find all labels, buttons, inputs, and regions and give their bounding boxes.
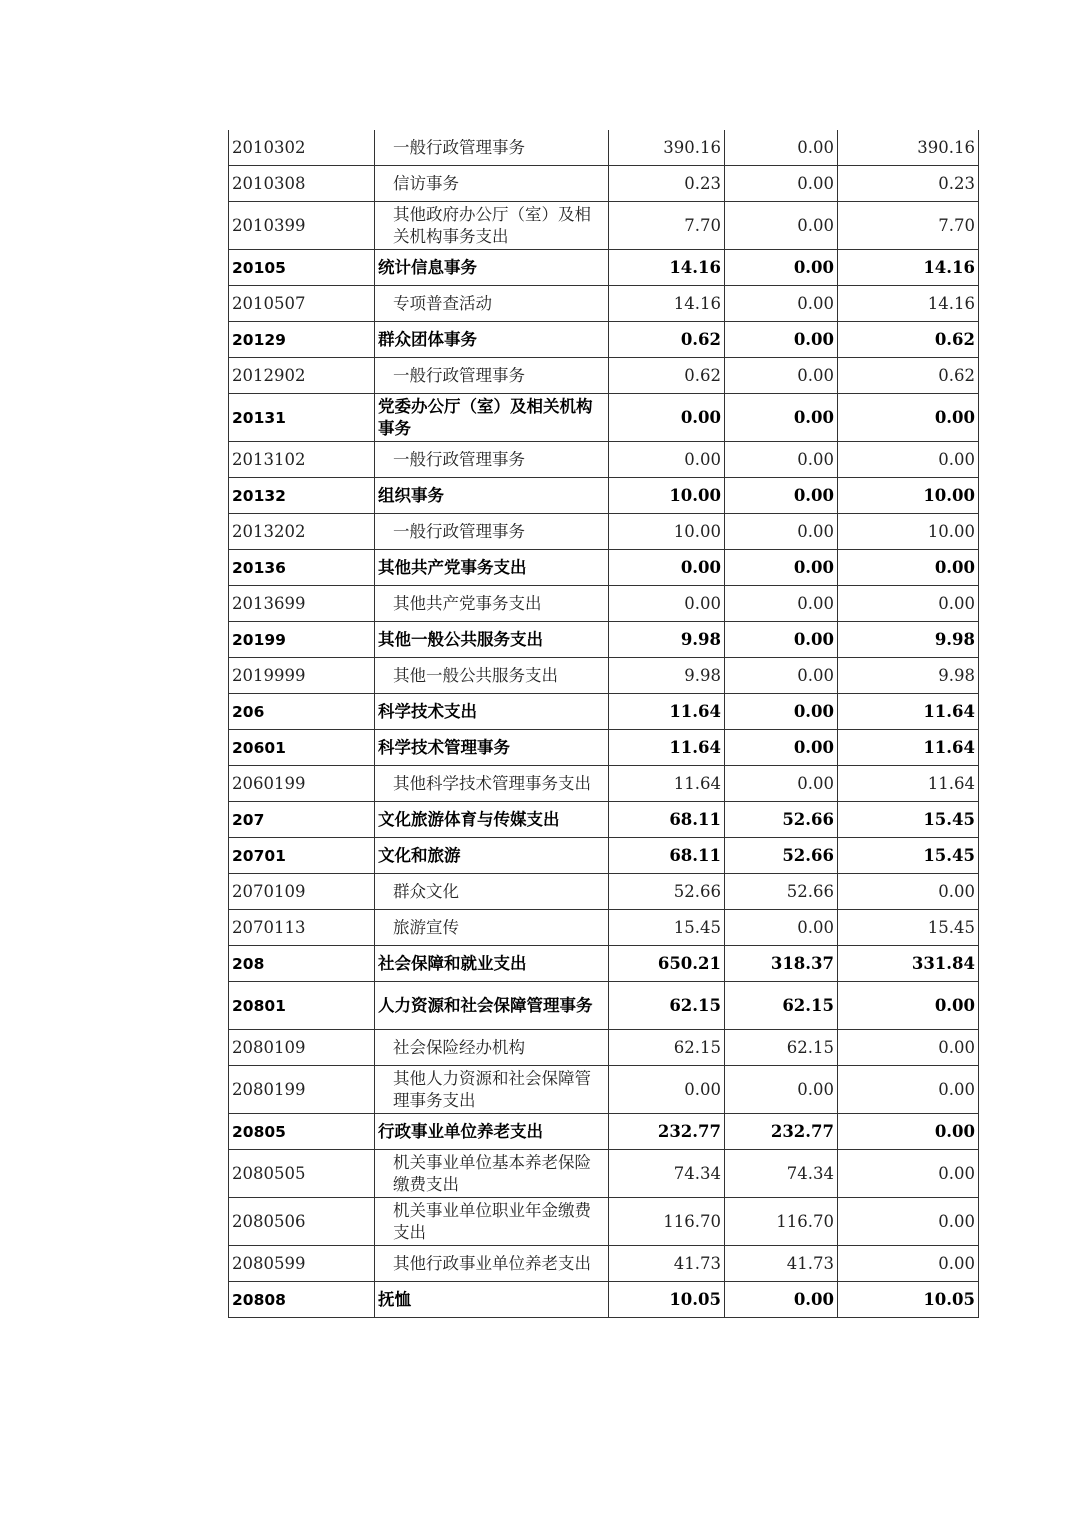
subject-name-cell: 统计信息事务 (375, 250, 609, 286)
project-expenditure-cell: 10.00 (838, 514, 979, 550)
table-row (229, 1246, 979, 1282)
table-row (229, 622, 979, 658)
subject-code-cell: 2010302 (229, 130, 375, 166)
basic-expenditure-cell: 0.00 (725, 442, 838, 478)
table-row (229, 910, 979, 946)
total-amount-cell: 41.73 (609, 1246, 725, 1282)
project-expenditure-cell: 11.64 (838, 730, 979, 766)
total-amount-cell: 15.45 (609, 910, 725, 946)
project-expenditure-cell: 15.45 (838, 802, 979, 838)
subject-code-cell: 2070109 (229, 874, 375, 910)
total-amount-cell: 0.00 (609, 586, 725, 622)
table-row (229, 1066, 979, 1114)
table-body (229, 130, 979, 1318)
subject-code-cell: 20805 (229, 1114, 375, 1150)
total-amount-cell: 0.00 (609, 442, 725, 478)
table-row (229, 1198, 979, 1246)
table-row (229, 250, 979, 286)
subject-code-cell: 20105 (229, 250, 375, 286)
basic-expenditure-cell: 0.00 (725, 514, 838, 550)
total-amount-cell: 10.00 (609, 478, 725, 514)
basic-expenditure-cell: 0.00 (725, 1282, 838, 1318)
project-expenditure-cell: 0.00 (838, 1030, 979, 1066)
table-row (229, 838, 979, 874)
project-expenditure-cell: 0.00 (838, 1246, 979, 1282)
subject-name-cell: 党委办公厅（室）及相关机构事务 (375, 394, 609, 442)
total-amount-cell: 116.70 (609, 1198, 725, 1246)
basic-expenditure-cell: 0.00 (725, 586, 838, 622)
project-expenditure-cell: 9.98 (838, 658, 979, 694)
table-row (229, 442, 979, 478)
basic-expenditure-cell: 0.00 (725, 766, 838, 802)
subject-name-cell: 抚恤 (375, 1282, 609, 1318)
basic-expenditure-cell: 0.00 (725, 394, 838, 442)
table-row (229, 730, 979, 766)
basic-expenditure-cell: 0.00 (725, 286, 838, 322)
subject-code-cell: 2013699 (229, 586, 375, 622)
subject-name-cell: 社会保障和就业支出 (375, 946, 609, 982)
subject-name-cell: 专项普查活动 (375, 286, 609, 322)
project-expenditure-cell: 7.70 (838, 202, 979, 250)
total-amount-cell: 9.98 (609, 622, 725, 658)
subject-code-cell: 2080506 (229, 1198, 375, 1246)
subject-code-cell: 2080109 (229, 1030, 375, 1066)
basic-expenditure-cell: 0.00 (725, 550, 838, 586)
subject-name-cell: 一般行政管理事务 (375, 442, 609, 478)
table-row (229, 1282, 979, 1318)
subject-name-cell: 行政事业单位养老支出 (375, 1114, 609, 1150)
total-amount-cell: 0.00 (609, 394, 725, 442)
subject-code-cell: 20808 (229, 1282, 375, 1318)
table-row (229, 802, 979, 838)
table-row (229, 202, 979, 250)
subject-name-cell: 一般行政管理事务 (375, 358, 609, 394)
subject-name-cell: 其他行政事业单位养老支出 (375, 1246, 609, 1282)
table-row (229, 130, 979, 166)
project-expenditure-cell: 15.45 (838, 910, 979, 946)
total-amount-cell: 0.62 (609, 322, 725, 358)
total-amount-cell: 10.00 (609, 514, 725, 550)
basic-expenditure-cell: 0.00 (725, 622, 838, 658)
project-expenditure-cell: 0.23 (838, 166, 979, 202)
table-row (229, 658, 979, 694)
project-expenditure-cell: 0.00 (838, 550, 979, 586)
subject-code-cell: 206 (229, 694, 375, 730)
project-expenditure-cell: 0.00 (838, 874, 979, 910)
subject-name-cell: 文化和旅游 (375, 838, 609, 874)
subject-code-cell: 20801 (229, 982, 375, 1030)
subject-name-cell: 其他人力资源和社会保障管理事务支出 (375, 1066, 609, 1114)
subject-name-cell: 其他科学技术管理事务支出 (375, 766, 609, 802)
table-row (229, 1150, 979, 1198)
subject-name-cell: 科学技术管理事务 (375, 730, 609, 766)
subject-code-cell: 2012902 (229, 358, 375, 394)
subject-code-cell: 208 (229, 946, 375, 982)
subject-name-cell: 社会保险经办机构 (375, 1030, 609, 1066)
subject-name-cell: 信访事务 (375, 166, 609, 202)
project-expenditure-cell: 0.00 (838, 442, 979, 478)
subject-name-cell: 其他共产党事务支出 (375, 586, 609, 622)
total-amount-cell: 390.16 (609, 130, 725, 166)
table-row (229, 982, 979, 1030)
basic-expenditure-cell: 0.00 (725, 322, 838, 358)
basic-expenditure-cell: 0.00 (725, 166, 838, 202)
subject-name-cell: 一般行政管理事务 (375, 130, 609, 166)
subject-code-cell: 20136 (229, 550, 375, 586)
total-amount-cell: 62.15 (609, 1030, 725, 1066)
project-expenditure-cell: 10.05 (838, 1282, 979, 1318)
table-row (229, 166, 979, 202)
basic-expenditure-cell: 41.73 (725, 1246, 838, 1282)
subject-name-cell: 旅游宣传 (375, 910, 609, 946)
subject-name-cell: 科学技术支出 (375, 694, 609, 730)
subject-name-cell: 组织事务 (375, 478, 609, 514)
subject-name-cell: 其他一般公共服务支出 (375, 622, 609, 658)
basic-expenditure-cell: 116.70 (725, 1198, 838, 1246)
basic-expenditure-cell: 52.66 (725, 874, 838, 910)
subject-code-cell: 2080505 (229, 1150, 375, 1198)
subject-code-cell: 20132 (229, 478, 375, 514)
subject-code-cell: 2080599 (229, 1246, 375, 1282)
table-row (229, 478, 979, 514)
basic-expenditure-cell: 0.00 (725, 910, 838, 946)
basic-expenditure-cell: 0.00 (725, 478, 838, 514)
table-row (229, 946, 979, 982)
subject-name-cell: 群众文化 (375, 874, 609, 910)
total-amount-cell: 0.00 (609, 550, 725, 586)
subject-name-cell: 文化旅游体育与传媒支出 (375, 802, 609, 838)
project-expenditure-cell: 15.45 (838, 838, 979, 874)
total-amount-cell: 0.00 (609, 1066, 725, 1114)
table-row (229, 286, 979, 322)
budget-table-container (228, 130, 978, 1318)
table-row (229, 874, 979, 910)
subject-name-cell: 机关事业单位基本养老保险缴费支出 (375, 1150, 609, 1198)
subject-code-cell: 2010507 (229, 286, 375, 322)
total-amount-cell: 62.15 (609, 982, 725, 1030)
table-row (229, 550, 979, 586)
basic-expenditure-cell: 52.66 (725, 838, 838, 874)
project-expenditure-cell: 0.00 (838, 1198, 979, 1246)
subject-code-cell: 2019999 (229, 658, 375, 694)
project-expenditure-cell: 0.00 (838, 1066, 979, 1114)
basic-expenditure-cell: 52.66 (725, 802, 838, 838)
total-amount-cell: 650.21 (609, 946, 725, 982)
subject-code-cell: 2013202 (229, 514, 375, 550)
project-expenditure-cell: 331.84 (838, 946, 979, 982)
total-amount-cell: 11.64 (609, 694, 725, 730)
subject-code-cell: 20129 (229, 322, 375, 358)
table-row (229, 358, 979, 394)
basic-expenditure-cell: 74.34 (725, 1150, 838, 1198)
subject-code-cell: 2080199 (229, 1066, 375, 1114)
subject-name-cell: 其他政府办公厅（室）及相关机构事务支出 (375, 202, 609, 250)
project-expenditure-cell: 0.00 (838, 1114, 979, 1150)
basic-expenditure-cell: 62.15 (725, 1030, 838, 1066)
table-row (229, 394, 979, 442)
total-amount-cell: 0.23 (609, 166, 725, 202)
project-expenditure-cell: 9.98 (838, 622, 979, 658)
total-amount-cell: 14.16 (609, 250, 725, 286)
project-expenditure-cell: 11.64 (838, 694, 979, 730)
subject-code-cell: 2010308 (229, 166, 375, 202)
project-expenditure-cell: 0.00 (838, 394, 979, 442)
total-amount-cell: 7.70 (609, 202, 725, 250)
project-expenditure-cell: 390.16 (838, 130, 979, 166)
subject-name-cell: 机关事业单位职业年金缴费支出 (375, 1198, 609, 1246)
subject-code-cell: 2013102 (229, 442, 375, 478)
total-amount-cell: 52.66 (609, 874, 725, 910)
project-expenditure-cell: 14.16 (838, 250, 979, 286)
total-amount-cell: 11.64 (609, 766, 725, 802)
total-amount-cell: 11.64 (609, 730, 725, 766)
basic-expenditure-cell: 0.00 (725, 130, 838, 166)
subject-code-cell: 20199 (229, 622, 375, 658)
subject-code-cell: 2060199 (229, 766, 375, 802)
project-expenditure-cell: 0.62 (838, 322, 979, 358)
subject-name-cell: 其他共产党事务支出 (375, 550, 609, 586)
project-expenditure-cell: 14.16 (838, 286, 979, 322)
total-amount-cell: 68.11 (609, 838, 725, 874)
table-row (229, 586, 979, 622)
subject-name-cell: 一般行政管理事务 (375, 514, 609, 550)
project-expenditure-cell: 10.00 (838, 478, 979, 514)
table-row (229, 1030, 979, 1066)
total-amount-cell: 232.77 (609, 1114, 725, 1150)
basic-expenditure-cell: 0.00 (725, 730, 838, 766)
basic-expenditure-cell: 232.77 (725, 1114, 838, 1150)
basic-expenditure-cell: 0.00 (725, 658, 838, 694)
total-amount-cell: 14.16 (609, 286, 725, 322)
table-row (229, 694, 979, 730)
project-expenditure-cell: 11.64 (838, 766, 979, 802)
basic-expenditure-cell: 62.15 (725, 982, 838, 1030)
total-amount-cell: 0.62 (609, 358, 725, 394)
total-amount-cell: 74.34 (609, 1150, 725, 1198)
project-expenditure-cell: 0.62 (838, 358, 979, 394)
basic-expenditure-cell: 0.00 (725, 250, 838, 286)
total-amount-cell: 10.05 (609, 1282, 725, 1318)
table-row (229, 1114, 979, 1150)
subject-code-cell: 2070113 (229, 910, 375, 946)
subject-code-cell: 2010399 (229, 202, 375, 250)
subject-code-cell: 207 (229, 802, 375, 838)
total-amount-cell: 68.11 (609, 802, 725, 838)
table-row (229, 766, 979, 802)
project-expenditure-cell: 0.00 (838, 586, 979, 622)
subject-name-cell: 群众团体事务 (375, 322, 609, 358)
subject-name-cell: 人力资源和社会保障管理事务 (375, 982, 609, 1030)
project-expenditure-cell: 0.00 (838, 982, 979, 1030)
subject-code-cell: 20701 (229, 838, 375, 874)
subject-code-cell: 20601 (229, 730, 375, 766)
table-row (229, 322, 979, 358)
basic-expenditure-cell: 0.00 (725, 202, 838, 250)
budget-expenditure-table (228, 130, 979, 1318)
basic-expenditure-cell: 0.00 (725, 694, 838, 730)
basic-expenditure-cell: 0.00 (725, 358, 838, 394)
subject-code-cell: 20131 (229, 394, 375, 442)
basic-expenditure-cell: 0.00 (725, 1066, 838, 1114)
basic-expenditure-cell: 318.37 (725, 946, 838, 982)
total-amount-cell: 9.98 (609, 658, 725, 694)
subject-name-cell: 其他一般公共服务支出 (375, 658, 609, 694)
project-expenditure-cell: 0.00 (838, 1150, 979, 1198)
table-row (229, 514, 979, 550)
